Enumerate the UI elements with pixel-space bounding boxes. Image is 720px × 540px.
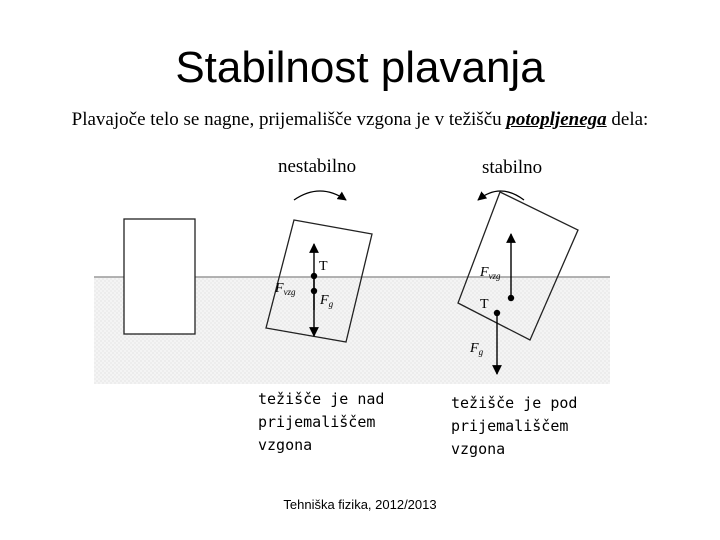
upright-body (124, 219, 195, 334)
buoyancy-subscript: vzg (283, 287, 296, 297)
centroid-dot-stable (494, 310, 500, 316)
caption-stable-line: vzgona (451, 440, 506, 458)
subtitle-text-after: dela: (606, 109, 649, 130)
caption-unstable (258, 388, 384, 457)
label-unstable: nestabilno (278, 156, 357, 177)
buoyancy-label-stable (479, 265, 501, 281)
page-title: Stabilnost plavanja (175, 43, 545, 92)
buoyancy-point-stable (508, 295, 514, 301)
footer: Tehniška fizika, 2012/2013 (283, 497, 437, 512)
centroid-label-unstable: T (319, 259, 328, 274)
label-stable: stabilno (482, 157, 543, 178)
rotation-arrow-unstable (294, 191, 346, 200)
gravity-symbol: F (470, 341, 479, 356)
centroid-label-stable: T (480, 297, 489, 312)
caption-unstable-line: vzgona (258, 436, 313, 454)
caption-stable (451, 392, 577, 461)
caption-unstable-line: težišče je nad (258, 390, 385, 408)
caption-stable-line: prijemališčem (451, 417, 569, 435)
buoyancy-symbol: F (275, 281, 284, 296)
caption-unstable-line: prijemališčem (258, 413, 376, 431)
buoyancy-subscript: vzg (488, 271, 501, 281)
subtitle-text-before: Plavajoče telo se nagne, prijemališče vzgona je v težišču (71, 109, 507, 130)
buoyancy-point-unstable (311, 288, 317, 294)
gravity-subscript: g (328, 299, 334, 309)
caption-stable-line: težišče je pod (451, 394, 578, 412)
gravity-subscript: g (478, 347, 484, 357)
centroid-dot-unstable (311, 273, 317, 279)
subtitle-emphasis: potopljenega (506, 109, 607, 130)
buoyancy-symbol: F (480, 265, 489, 280)
gravity-symbol: F (320, 293, 329, 308)
